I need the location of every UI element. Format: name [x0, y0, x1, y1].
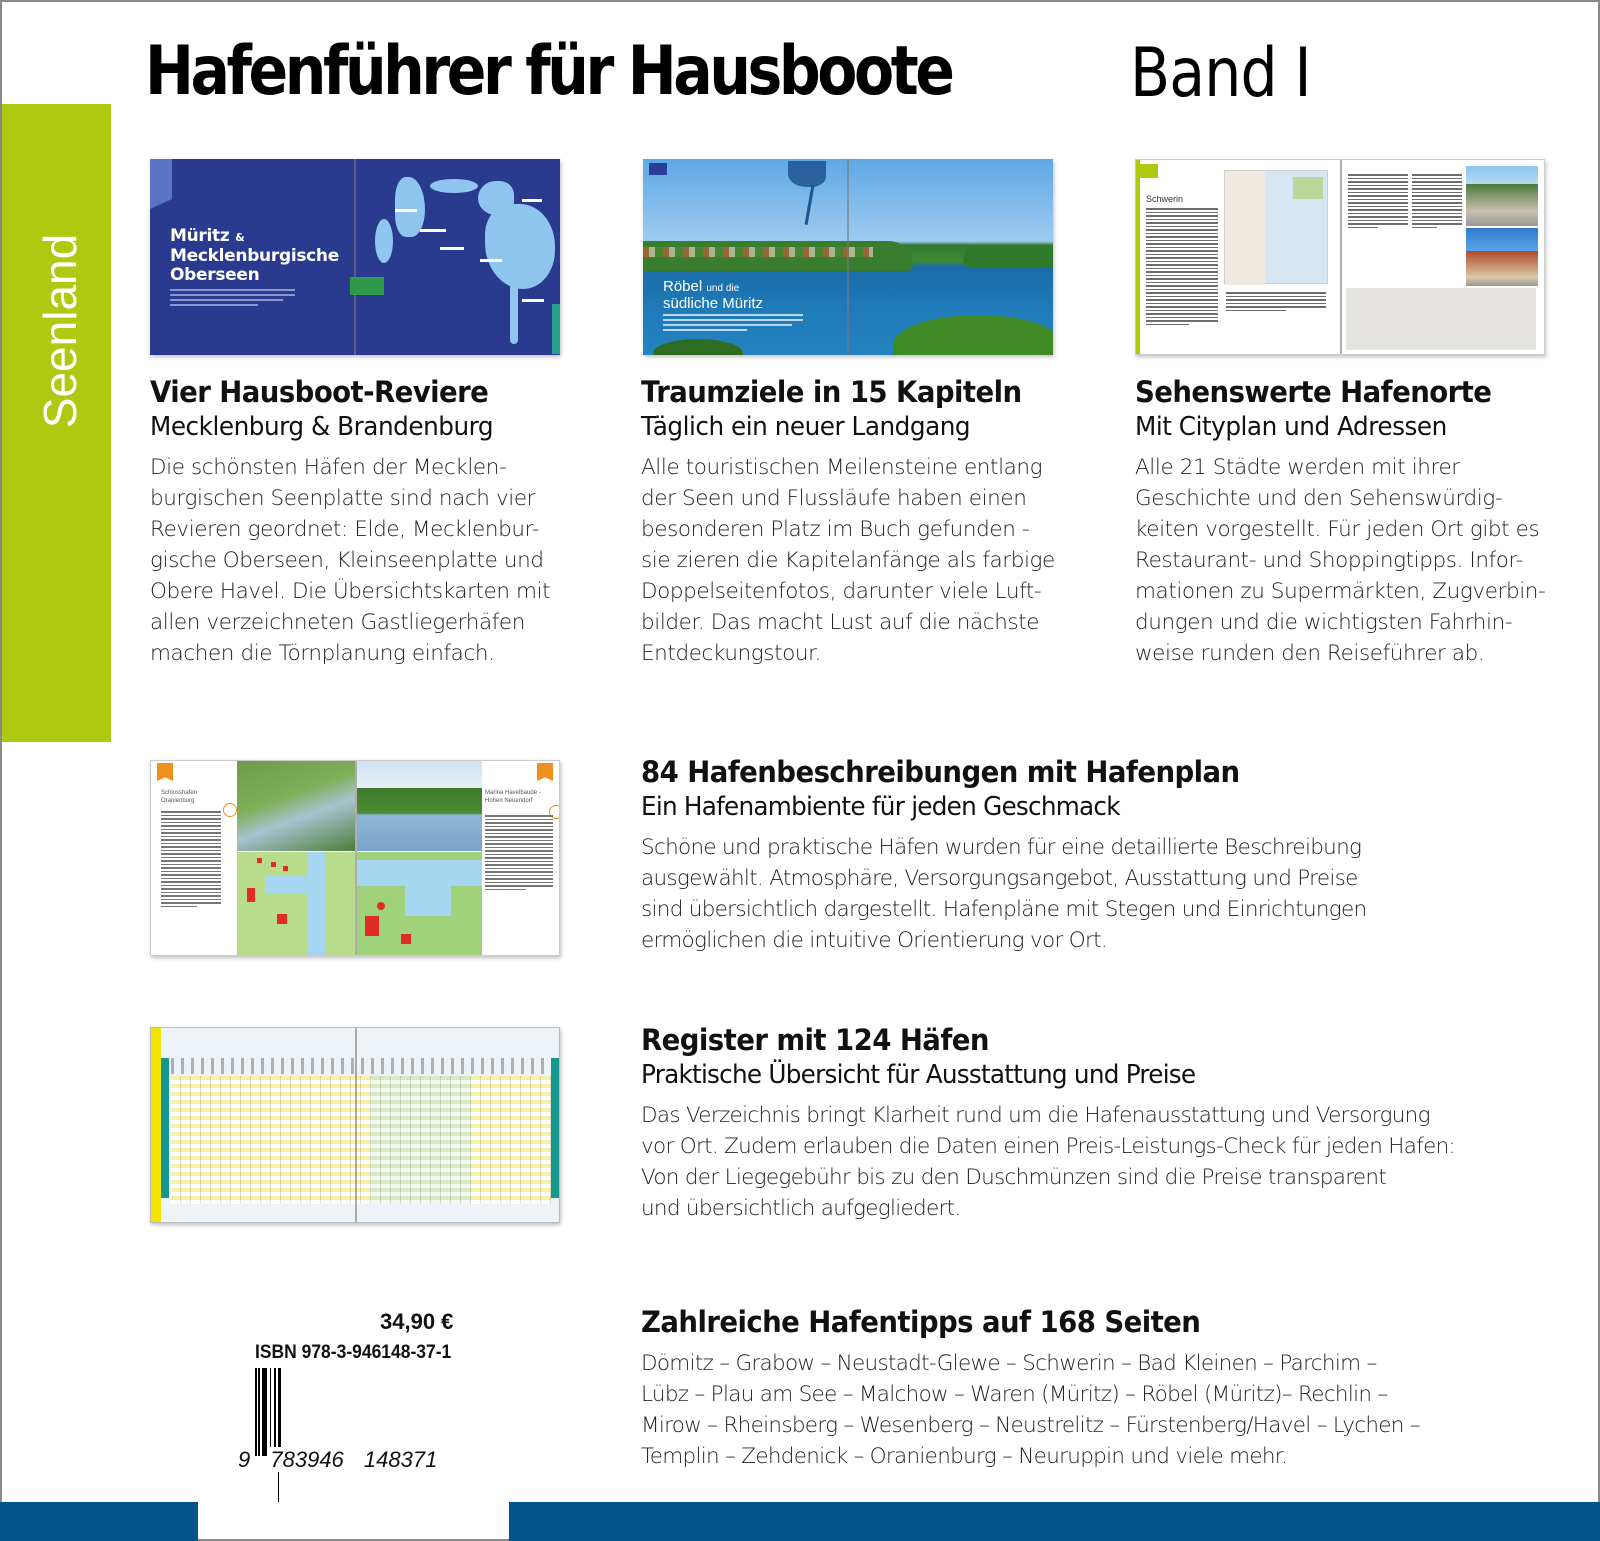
feature-reviere — [150, 374, 610, 669]
lake-shape — [395, 177, 425, 237]
table-header-icons — [171, 1058, 551, 1074]
aerial-photo — [237, 761, 355, 851]
church-photo — [1466, 228, 1538, 286]
spread-city-name: Schwerin — [1146, 194, 1184, 204]
orange-flag — [537, 763, 553, 781]
thumbnail-register-table — [150, 1027, 560, 1223]
feature-body: Das Verzeichnis bringt Klarheit rund um die Hafenausstattung und Versorgung vor Ort. Zudem erlauben die Daten einen Preis-Leistungs-Check für jeden Hafen: Von der Liegegebühr bis zu den Duschmünzen sind die Preise transparent und übersichtlich aufgegliedert. — [641, 1103, 1456, 1221]
inset-map-river — [805, 185, 815, 225]
yellow-edge — [151, 1028, 161, 1223]
feature-register — [641, 1022, 1541, 1224]
feature-body: Dömitz – Grabow – Neustadt-Glewe – Schwerin – Bad Kleinen – Parchim – Lübz – Plau am See – Malchow – Waren (Müritz) – Röbel (Müritz)– Rechlin – Mirow – Rheinsberg – Wesenberg – Neustrelitz – Fürstenberg/Havel – Lychen – Templin – Zehdenick – Oranienburg – Neuruppin und viele mehr. — [641, 1351, 1420, 1469]
feature-subheading: Praktische Übersicht für Ausstattung und Preise — [641, 1060, 1196, 1090]
chapter-flag — [150, 159, 172, 209]
foreground-trees — [653, 339, 743, 355]
info-box — [1346, 288, 1536, 350]
tips-column — [1226, 292, 1326, 313]
feature-subheading: Mecklenburg & Brandenburg — [150, 412, 494, 442]
feature-hafentipps — [641, 1304, 1541, 1472]
thumbnail-map-spread — [150, 159, 560, 355]
harbor-plan-left — [237, 852, 355, 956]
feature-subheading: Täglich ein neuer Landgang — [641, 412, 971, 442]
table-grid — [171, 1076, 551, 1204]
feature-heading: Register mit 124 Häfen — [641, 1023, 989, 1057]
thumbnail-lake-photo-spread — [643, 159, 1053, 355]
thumbnail-harbor-plan-spread — [150, 760, 560, 956]
intro-text-lines — [663, 314, 803, 334]
island — [963, 245, 1053, 267]
teal-tab-right — [551, 1058, 559, 1198]
barcode — [255, 1368, 462, 1456]
feature-traumziele — [641, 374, 1101, 669]
edge-tab — [552, 304, 560, 354]
orange-flag — [157, 763, 173, 781]
thumbnail-city-spread — [1135, 159, 1545, 355]
lake-mueritz — [485, 204, 555, 289]
feature-subheading: Ein Hafenambiente für jeden Geschmack — [641, 792, 1120, 822]
harbor-name-right: Marina Havelbaude - Hohen Neuendorf — [485, 790, 541, 804]
side-tab-seenland — [2, 104, 111, 742]
title-main: Hafenführer für Hausboote — [145, 32, 952, 111]
text-column — [1412, 174, 1462, 230]
book-spine — [354, 159, 356, 355]
book-spine — [1340, 160, 1342, 354]
feature-heading: Vier Hausboot-Reviere — [150, 375, 489, 409]
river-shape — [510, 284, 518, 344]
lake-shape — [375, 219, 393, 263]
spread-title: Müritz & Mecklenburgische Oberseen — [170, 226, 339, 285]
inset-map — [788, 161, 826, 187]
feature-heading: Zahlreiche Hafentipps auf 168 Seiten — [641, 1305, 1201, 1339]
street-photo — [1466, 166, 1538, 226]
text-column — [161, 811, 221, 909]
text-column — [1146, 208, 1218, 327]
isbn-label: ISBN 978-3-946148-37-1 — [255, 1342, 452, 1363]
feature-subheading: Mit Cityplan und Adressen — [1135, 412, 1447, 442]
foreground-trees — [893, 315, 1053, 355]
feature-body: Die schönsten Häfen der Mecklen- burgischen Seenplatte sind nach vier Revieren geordnet: Elde, Mecklenbur- gische Oberseen, Kleinseenplatte und Obere Havel. Die Übersichtskarten mit allen verzeichneten Gastliegerhäfen machen die Törnplanung einfach. — [150, 455, 551, 666]
bottom-bar-gap — [198, 1502, 509, 1541]
text-column — [1348, 174, 1408, 230]
feature-hafenorte — [1135, 374, 1595, 669]
feature-hafenbeschreibungen — [641, 754, 1541, 956]
book-title — [145, 32, 1311, 113]
spread-title: Röbel und die südliche Müritz — [663, 278, 764, 312]
book-spine — [355, 1028, 357, 1222]
lake-shape — [430, 179, 478, 193]
marina-photo — [357, 761, 482, 851]
book-spine — [847, 159, 849, 355]
teal-tab-left — [161, 1058, 169, 1198]
feature-body: Alle 21 Städte werden mit ihrer Geschichte und den Sehenswürdig- keiten vorgestellt. Für jeden Ort gibt es Restaurant- und Shoppingtipps. Infor- mationen zu Supermärkten, Zugverbin- dungen und die wichtigsten Fahrhin- weise runden den Reiseführer ab. — [1135, 455, 1546, 666]
intro-text-lines — [170, 289, 295, 309]
side-tab-label: Seenland — [34, 233, 86, 429]
green-edge — [1136, 160, 1140, 354]
chapter-flag — [649, 163, 667, 175]
text-column — [485, 815, 553, 892]
feature-heading: Sehenswerte Hafenorte — [1135, 375, 1492, 409]
harbor-plan-right — [357, 852, 482, 956]
price-label: 34,90 € — [380, 1309, 454, 1334]
chapter-flag — [1140, 164, 1158, 178]
title-volume: Band I — [1130, 34, 1311, 113]
barcode-digits: 9 783946 148371 — [238, 1447, 438, 1472]
harbor-name-left: Schlosshafen Oranienburg — [161, 790, 198, 804]
feature-body: Schöne und praktische Häfen wurden für eine detaillierte Beschreibung ausgewählt. Atmosphäre, Versorgungsangebot, Ausstattung und Preise sind übersichtlich dargestellt. Hafenpläne mit Stegen und Einrichtungen ermöglichen die intuitive Orientierung vor Ort. — [641, 835, 1367, 953]
houses — [643, 247, 873, 257]
info-box — [350, 277, 384, 295]
feature-heading: Traumziele in 15 Kapiteln — [641, 375, 1022, 409]
feature-heading: 84 Hafenbeschreibungen mit Hafenplan — [641, 755, 1240, 789]
rating-circle — [223, 803, 237, 817]
city-map — [1224, 170, 1328, 284]
feature-body: Alle touristischen Meilensteine entlang der Seen und Flussläufe haben einen besonderen Platz im Buch gefunden - sie zieren die Kapitelanfänge als farbige Doppelseitenfotos, darunter viele Luft- bilder. Das macht Lust auf die nächste Entdeckungstour. — [641, 455, 1055, 666]
